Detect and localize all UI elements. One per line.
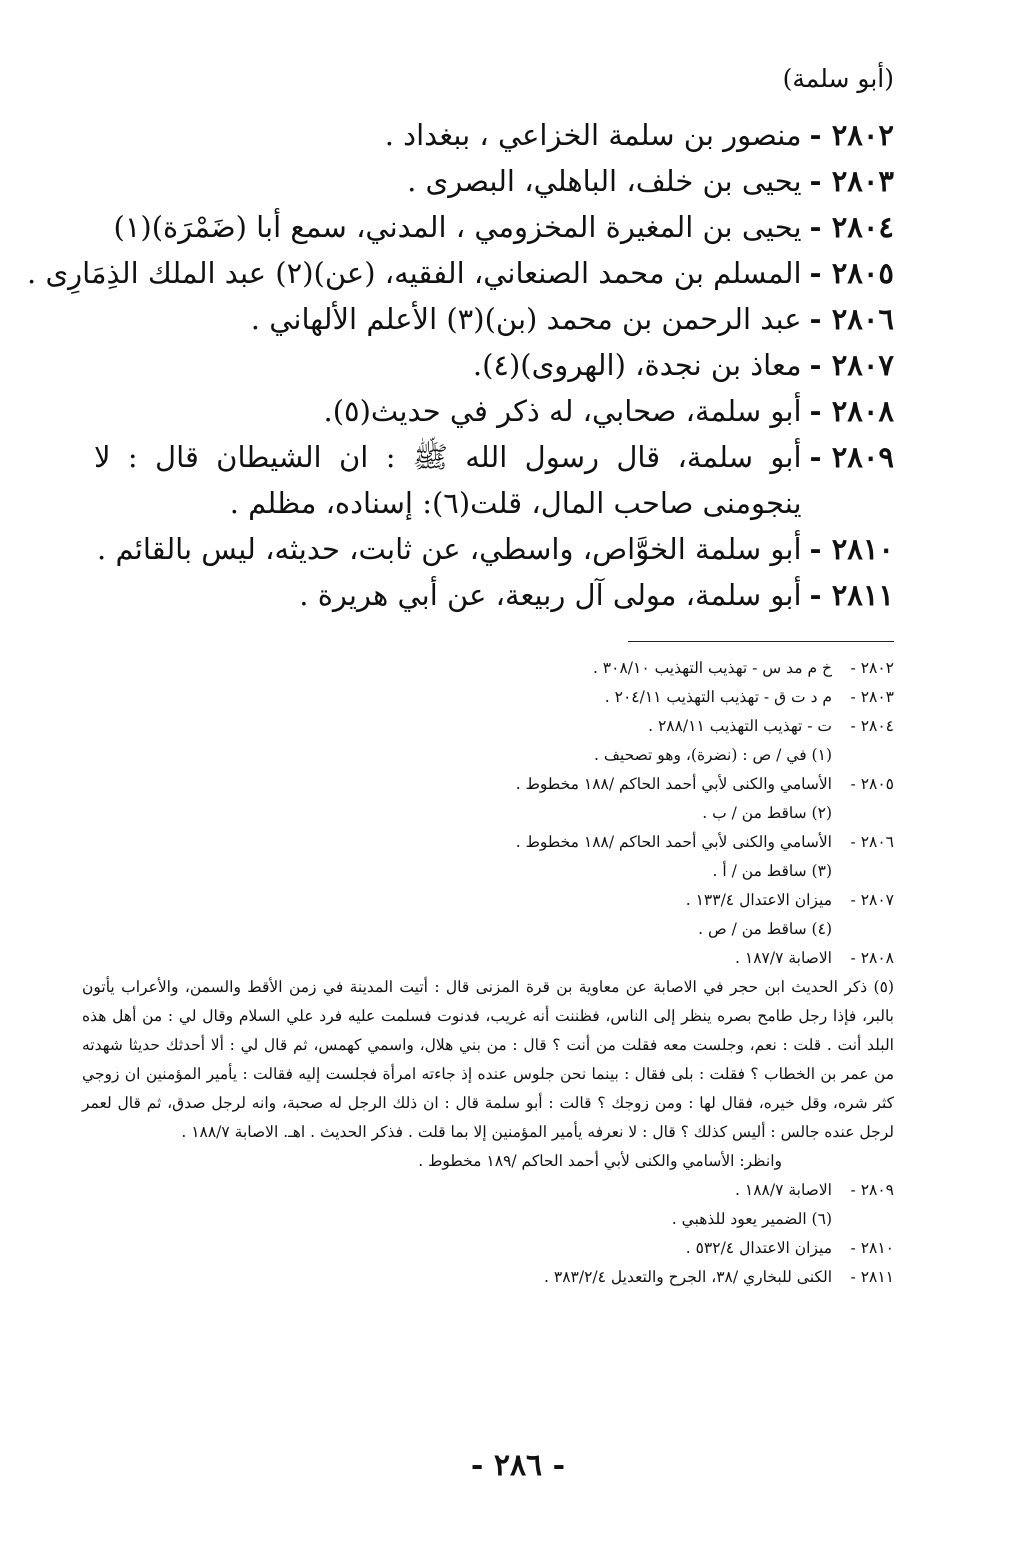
entry-number: ٢٨٠٦ - [809,302,894,336]
see-also-note: وانظر: الأسامي والكنى لأبي أحمد الحاكم /١٨٩ مخطوط . [418,1152,782,1170]
running-header: (أبو سلمة) [782,64,894,93]
entry-number: ٢٨٠٢ - [809,118,894,152]
entry-text: المسلم بن محمد الصنعاني، الفقيه، (عن)(٢) عبد الملك الذِمَارِى . [27,256,802,290]
source-note-2807 [82,886,894,915]
footnote-separator [628,641,894,642]
entry-number: ٢٨٠٧ - [809,348,894,382]
entry-2804 [94,204,894,250]
entry-number: ٢٨٠٥ - [809,256,894,290]
source-note-2806 [82,828,894,857]
entry-text: أبو سلمة، مولى آل ربيعة، عن أبي هريرة . [299,578,802,612]
entry-2803 [94,158,894,204]
entry-2809 [94,434,894,526]
footnote-text: (٤) ساقط من / ص . [698,920,832,938]
note-number: ٢٨١٠ - [850,1239,894,1257]
entries-list [27,112,894,618]
footnotes [82,654,894,1292]
footnote-4 [82,915,894,944]
entry-number: ٢٨١٠ - [809,532,894,566]
entry-number: ٢٨٠٨ - [809,394,894,428]
source-note-2808 [82,944,894,973]
footnote-text: (١) في / ص : (نضرة)، وهو تصحيف . [594,746,832,764]
source-note-2804 [82,712,894,741]
note-text: ميزان الاعتدال ١٣٣/٤ . [685,891,832,909]
entry-2802 [94,112,894,158]
note-number: ٢٨٠٥ - [850,775,894,793]
page-number: - ٢٨٦ - [470,1448,566,1483]
footnote-2 [82,799,894,828]
entry-text: أبو سلمة الخوَّاص، واسطي، عن ثابت، حديثه، ليس بالقائم . [97,532,802,566]
entry-text: معاذ بن نجدة، (الهروى)(٤). [472,348,802,382]
footnote-1 [82,741,894,770]
note-text: ت - تهذيب التهذيب ٢٨٨/١١ . [648,717,832,735]
note-number: ٢٨٠٦ - [850,833,894,851]
note-number: ٢٨٠٣ - [850,688,894,706]
entry-text: أبو سلمة، صحابي، له ذكر في حديث(٥). [323,394,802,428]
note-text: الاصابة ١٨٨/٧ . [735,1181,832,1199]
entry-text: عبد الرحمن بن محمد (بن)(٣) الأعلم الألهاني . [250,302,802,336]
note-text: الكنى للبخاري /٣٨، الجرح والتعديل ٣٨٣/٢/٤ . [544,1268,832,1286]
entry-text: أبو سلمة، قال رسول الله ﷺ : ان الشيطان قال : لا ينجومنى صاحب المال، قلت(٦): إسناده، مظلم . [94,440,802,520]
entry-text: يحيى بن خلف، الباهلي، البصرى . [407,164,802,198]
entry-text: منصور بن سلمة الخزاعي ، ببغداد . [384,118,802,152]
note-number: ٢٨٠٨ - [850,949,894,967]
note-text: الأسامي والكنى لأبي أحمد الحاكم /١٨٨ مخطوط . [515,833,832,851]
source-note-2802 [82,654,894,683]
note-text: ميزان الاعتدال ٥٣٢/٤ . [685,1239,832,1257]
entry-2805 [27,250,894,296]
footnote-5: (٥) ذكر الحديث ابن حجر في الاصابة عن معاوية بن قرة المزنى قال : أتيت المدينة في زمن الأقط والسمن، والأعراب يأتون بالبر، فإذا رجل طامح بصره ينظر إلى الناس، فظننت أنه غريب، فدنوت فسلمت عليه فرد علي السلام وقال لي : من أهل هذه البلد أنت . قلت : نعم، وجلست معه فقلت من أنت ؟ قال : من بني هلال، واسمي كهمس، ثم قال لي : ألا أحدثك حديثا شهدته من عمر بن الخطاب ؟ فقلت : بلى فقال : بينما نحن جلوس عنده إذ جاءته امرأة فجلست إليه فقالت : يأمير المؤمنين ان زوجي كثر شره، وقل خيره، فقال لها : ومن زوجك ؟ قالت : أبو سلمة قال : ان ذلك الرجل له صحبة، وانه لرجل صدق، ثم قال لعمر لرجل عنده جالس : أليس كذلك ؟ قال : لا نعرفه يأمير المؤمنين إلا بما قلت . فذكر الحديث . اهـ. الاصابة ١٨٨/٧ . [82,978,894,1141]
footnote-text: (٣) ساقط من / أ . [712,862,832,880]
note-text: الأسامي والكنى لأبي أحمد الحاكم /١٨٨ مخطوط . [515,775,832,793]
entry-number: ٢٨٠٩ - [809,440,894,474]
note-number: ٢٨٠٢ - [850,659,894,677]
entry-number: ٢٨٠٣ - [809,164,894,198]
entry-2808 [94,388,894,434]
note-text: خ م مد س - تهذيب التهذيب ٣٠٨/١٠ . [592,659,832,677]
entry-text: يحيى بن المغيرة المخزومي ، المدني، سمع أبا (ضَمْرَة)(١) [113,210,802,244]
entry-number: ٢٨٠٤ - [809,210,894,244]
note-number: ٢٨٠٧ - [850,891,894,909]
source-note-2803 [82,683,894,712]
footnote-6 [82,1205,894,1234]
note-text: م د ت ق - تهذيب التهذيب ٢٠٤/١١ . [604,688,832,706]
entry-number: ٢٨١١ - [809,578,894,612]
note-text: الاصابة ١٨٧/٧ . [735,949,832,967]
entry-2811 [94,572,894,618]
entry-2806 [94,296,894,342]
footnote-3 [82,857,894,886]
entry-2810 [94,526,894,572]
note-number: ٢٨٠٤ - [850,717,894,735]
note-number: ٢٨١١ - [850,1268,894,1286]
source-note-2810 [82,1234,894,1263]
source-note-2811 [82,1263,894,1292]
entry-2807 [94,342,894,388]
note-number: ٢٨٠٩ - [850,1181,894,1199]
source-note-2805 [82,770,894,799]
footnote-text: (٢) ساقط من / ب . [702,804,832,822]
footnote-text: (٦) الضمير يعود للذهبي . [671,1210,832,1228]
source-note-2809 [82,1176,894,1205]
